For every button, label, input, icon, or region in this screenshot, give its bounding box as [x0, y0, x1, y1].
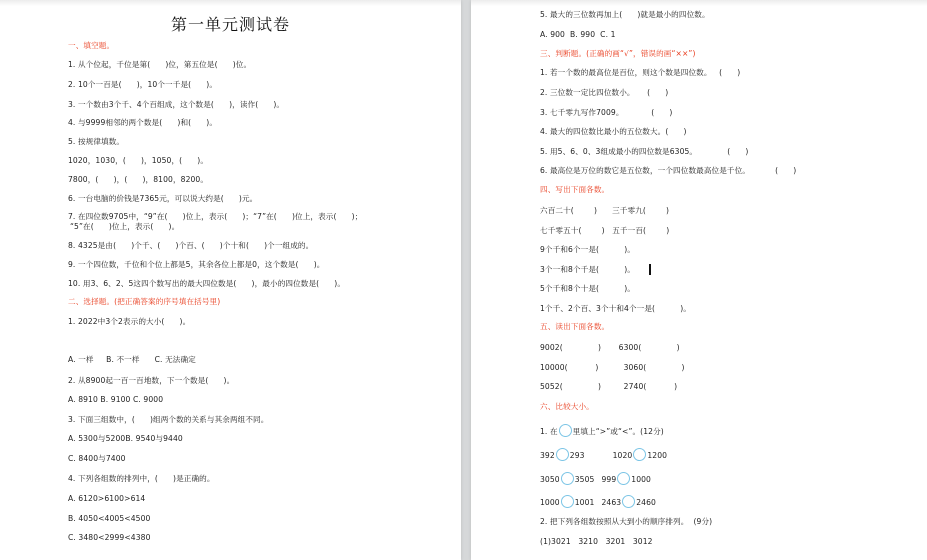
question-line: 2. 10个一百是( )，10个一千是( )。 — [68, 80, 218, 89]
section-heading-write-numbers: 四、写出下面各数。 — [540, 185, 610, 194]
compare-instruction — [540, 424, 664, 437]
section-heading-choice: 二、选择题。(把正确答案的序号填在括号里) — [68, 297, 221, 306]
question-line: C. 8400与7400 — [68, 454, 126, 463]
question-line: 9个千和6个一是( )。 — [540, 245, 635, 254]
question-line: A. 一样 B. 不一样 C. 无法确定 — [68, 355, 196, 364]
compare-number: 1001 — [574, 498, 595, 507]
question-line: 8. 4325是由( )个千、( )个百、( )个十和( )个一组成的。 — [68, 241, 314, 250]
compare-number: 2460 — [636, 498, 656, 507]
compare-row — [540, 448, 667, 461]
section-heading-compare: 六、比较大小。 — [540, 402, 594, 411]
question-line: A. 900 B. 990 C. 1 — [540, 30, 616, 39]
question-line: 1. 2022中3个2表示的大小( )。 — [68, 317, 191, 326]
compare-number: 2463 — [601, 498, 622, 507]
page-title: 第一单元测试卷 — [170, 15, 290, 34]
compare-answer-circle[interactable] — [561, 472, 574, 485]
question-line: 5. 最大的三位数再加上( )就是最小的四位数。 — [540, 10, 710, 19]
question-line: A. 5300与5200B. 9540与9440 — [68, 434, 183, 443]
compare-answer-circle[interactable] — [633, 448, 646, 461]
question-line: C. 3480<2999<4380 — [68, 533, 151, 542]
question-line: 5个千和8个十是( )。 — [540, 284, 635, 293]
compare-number: 3505 — [574, 475, 595, 484]
question-line: B. 4050<4005<4500 — [68, 514, 151, 523]
question-line: 3个一和8个千是( )。 — [540, 265, 635, 274]
compare-number: 392 — [540, 451, 555, 460]
compare-number: 1020 — [612, 451, 633, 460]
document-page-right — [471, 0, 927, 560]
question-line: 1个千、2个百、3个十和4个一是( )。 — [540, 304, 692, 313]
compare-number: 1000 — [631, 475, 651, 484]
instruction-text: 里填上“>”或“<”。(12分) — [572, 427, 664, 436]
compare-number: 293 — [569, 451, 585, 460]
question-line: 9. 一个四位数，千位和个位上都是5，其余各位上都是0，这个数是( )。 — [68, 260, 325, 269]
question-line: (1)3021 3210 3201 3012 — [540, 537, 653, 546]
question-line: 六百二十( ) 三千零九( ) — [540, 206, 670, 215]
instruction-text: 1. 在 — [540, 427, 558, 436]
compare-number: 999 — [601, 475, 617, 484]
question-line: “5”在( )位上，表示( )。 — [70, 222, 180, 231]
question-line: 3. 一个数由3个千、4个百组成，这个数是( )，读作( )。 — [68, 100, 285, 109]
section-heading-read-numbers: 五、读出下面各数。 — [540, 322, 610, 331]
question-line: 3. 七千零九写作7009。 ( ) — [540, 108, 673, 117]
question-line: 10. 用3、6、2、5这四个数写出的最大四位数是( )，最小的四位数是( )。 — [68, 279, 346, 288]
compare-row — [540, 495, 656, 508]
question-line: 1. 从个位起，千位是第( )位，第五位是( )位。 — [68, 60, 252, 69]
text-cursor — [649, 264, 651, 275]
compare-answer-circle[interactable] — [617, 472, 630, 485]
question-line: 10000( ) 3060( ) — [540, 363, 685, 372]
question-line: 7. 在四位数9705中，“9”在( )位上，表示( )；“7”在( )位上，表示( )； — [68, 212, 363, 221]
question-line: 5. 按规律填数。 — [68, 137, 125, 146]
document-page-left — [0, 0, 461, 560]
question-line: 4. 最大的四位数比最小的五位数大。( ) — [540, 127, 687, 136]
compare-number: 1000 — [540, 498, 560, 507]
answer-circle-icon — [559, 424, 572, 437]
question-line: 2. 从8900起一百一百地数，下一个数是( )。 — [68, 376, 235, 385]
question-line: 5052( ) 2740( ) — [540, 382, 678, 391]
question-line: 5. 用5、6、0、3组成最小的四位数是6305。 ( ) — [540, 147, 749, 156]
compare-answer-circle[interactable] — [561, 495, 574, 508]
question-line: 7800，( )，( )，8100，8200。 — [68, 175, 209, 184]
compare-row — [540, 472, 651, 485]
question-line: 4. 与9999相邻的两个数是( )和( )。 — [68, 118, 218, 127]
question-line: 3. 下面三组数中，( )组两个数的关系与其余两组不同。 — [68, 415, 269, 424]
question-line: 七千零五十( ) 五千一百( ) — [540, 226, 670, 235]
compare-answer-circle[interactable] — [556, 448, 569, 461]
question-line: A. 8910 B. 9100 C. 9000 — [68, 395, 164, 404]
question-line: 6. 一台电脑的价钱是7365元，可以说大约是( )元。 — [68, 194, 258, 203]
question-line: 1020，1030，( )，1050，( )。 — [68, 156, 209, 165]
compare-number: 1200 — [647, 451, 668, 460]
section-heading-fill-in: 一、填空题。 — [68, 41, 115, 50]
question-line: 6. 最高位是万位的数它是五位数，一个四位数最高位是千位。 ( ) — [540, 166, 797, 175]
question-line: 4. 下列各组数的排列中，( )是正确的。 — [68, 474, 215, 483]
question-line: 1. 若一个数的最高位是百位，则这个数是四位数。 ( ) — [540, 68, 741, 77]
compare-number: 3050 — [540, 475, 560, 484]
question-line: 2. 三位数一定比四位数小。 ( ) — [540, 88, 669, 97]
question-line: A. 6120>6100>614 — [68, 494, 146, 503]
question-line: 9002( ) 6300( ) — [540, 343, 680, 352]
question-line: 2. 把下列各组数按照从大到小的顺序排列。 (9分) — [540, 517, 713, 526]
section-heading-true-false: 三、判断题。(正确的画“√”，错误的画“××”) — [540, 49, 696, 58]
compare-answer-circle[interactable] — [622, 495, 635, 508]
